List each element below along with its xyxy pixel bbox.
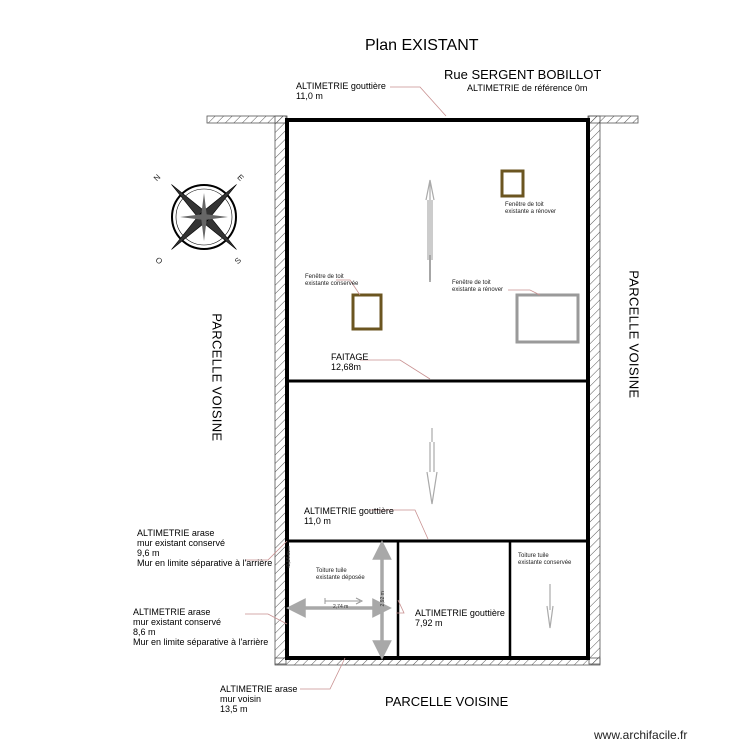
window-renovate-1-line1: Fenêtre de toit: [505, 202, 544, 208]
left-neighbour-label: PARCELLE VOISINE: [209, 313, 225, 442]
roof-kept-line1: Toiture tuile: [518, 553, 549, 559]
right-neighbour-label: PARCELLE VOISINE: [626, 270, 642, 399]
arase-3-line3: 13,5 m: [220, 704, 248, 715]
arase-1-line1: ALTIMETRIE arase: [137, 528, 215, 538]
compass-s: S: [232, 255, 244, 266]
dimension-small: 0,54 m: [285, 551, 292, 567]
window-renovate-1-annotation: [505, 202, 556, 215]
arase-1-line4: Mur en limite séparative à l'arrière: [137, 558, 273, 569]
right-hatched-wall: [589, 116, 600, 664]
gutter-low-annotation: [415, 608, 505, 628]
street-name: Rue SERGENT BOBILLOT: [444, 67, 602, 82]
gutter-top-label: ALTIMETRIE gouttière: [296, 81, 386, 91]
window-kept-annotation: [305, 274, 358, 287]
roof-removed-line2: existante déposée: [316, 574, 365, 581]
compass-e: E: [235, 172, 246, 183]
dimension-width: 2,74 m: [333, 604, 349, 610]
faitage-annotation: [331, 352, 368, 372]
gutter-mid-annotation: [304, 506, 394, 526]
faitage-value: 12,68m: [331, 362, 362, 373]
roof-removed-line1: Toiture tuile: [316, 568, 347, 574]
street-reference-altimetry: ALTIMETRIE de référence 0m: [467, 83, 588, 93]
arase-1-line3: 9,6 m: [137, 548, 160, 559]
window-renovate-2-annotation: [452, 280, 503, 293]
window-renovate-2-line2: existante a rénover: [452, 286, 504, 293]
gutter-low-label: ALTIMETRIE gouttière: [415, 608, 505, 618]
arase-2-line4: Mur en limite séparative à l'arrière: [133, 637, 269, 648]
plan-title: Plan EXISTANT: [365, 37, 479, 54]
gutter-low-value: 7,92 m: [415, 618, 443, 629]
compass-n: N: [151, 172, 163, 184]
window-kept-line1: Fenêtre de toit: [305, 274, 344, 280]
arase-3-line2: mur voisin: [220, 694, 262, 705]
roof-removed-annotation: [316, 568, 365, 581]
window-kept-line2: existante conservée: [305, 280, 359, 287]
faitage-label: FAITAGE: [331, 352, 369, 362]
arase-3-line1: ALTIMETRIE arase: [220, 684, 298, 694]
left-hatched-wall: [275, 116, 286, 664]
gutter-top-value: 11,0 m: [296, 91, 323, 102]
arase-2-line3: 8,6 m: [133, 627, 156, 638]
roof-kept-line2: existante conservée: [518, 559, 572, 566]
archifacile-credit[interactable]: www.archifacile.fr: [594, 728, 688, 742]
arase-3-annotation: [220, 684, 297, 714]
dimension-height: 2,92 m: [379, 591, 386, 607]
gutter-mid-label: ALTIMETRIE gouttière: [304, 506, 394, 516]
bottom-neighbour-label: PARCELLE VOISINE: [385, 694, 509, 709]
gutter-top-annotation: [296, 81, 386, 101]
roof-kept-annotation: [518, 553, 571, 566]
arase-1-line2: mur existant conservé: [137, 538, 226, 549]
arase-2-annotation: [133, 607, 268, 647]
window-renovate-2-line1: Fenêtre de toit: [452, 280, 491, 286]
window-renovate-1-line2: existante a rénover: [505, 208, 557, 215]
arase-1-annotation: [137, 528, 272, 568]
arase-2-line1: ALTIMETRIE arase: [133, 607, 211, 617]
arase-2-line2: mur existant conservé: [133, 617, 222, 628]
gutter-mid-value: 11,0 m: [304, 516, 331, 527]
compass-o: O: [153, 255, 165, 267]
